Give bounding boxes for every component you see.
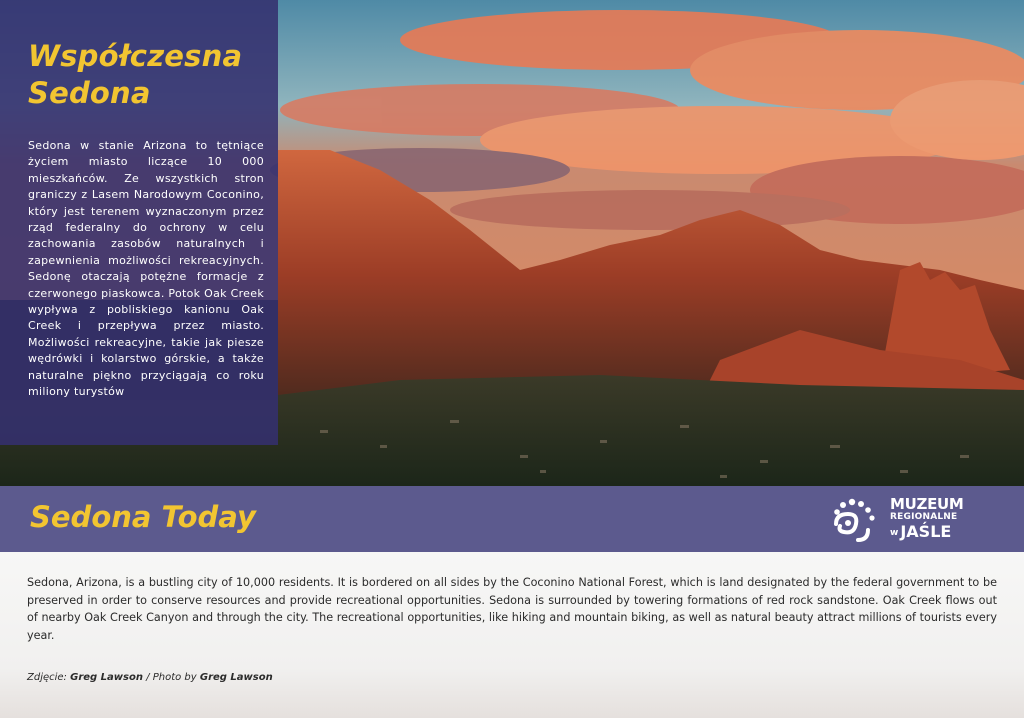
credit-prefix: Zdjęcie: xyxy=(27,672,71,683)
photo-credit xyxy=(27,672,273,683)
english-title: Sedona Today xyxy=(30,500,256,534)
polish-text-panel xyxy=(0,0,278,445)
polish-title: Współczesna Sedona xyxy=(28,39,243,110)
credit-name-en: Greg Lawson xyxy=(199,672,273,683)
logo-line-1: MUZEUM xyxy=(890,495,964,513)
museum-logo-text xyxy=(890,496,964,542)
logo-line-2: REGIONALNE xyxy=(890,512,958,522)
english-text-section xyxy=(0,552,1024,718)
museum-logo xyxy=(828,494,988,544)
credit-separator: / Photo by xyxy=(142,672,200,683)
english-body-text: Sedona, Arizona, is a bustling city of 10,000 residents. It is bordered on all sides by the Coconino National Forest, which is land designated by the federal government to be preserved in order to conserve resources and provide recreational opportunities. Sedona is surrounded by towering formations of red rock sandstone. Oak Creek flows out of nearby Oak Creek Canyon and through the city. The recreational opportunities, like hiking and mountain biking, as well as natural beauty attract millions of tourists every year. xyxy=(27,576,997,642)
polish-body-text: Sedona w stanie Arizona to tętniące życiem miasto liczące 10 000 mieszkańców. Ze wszystkich stron graniczy z Lasem Narodowym Coconino, który jest terenem wyznaczonym przez rząd federalny do ochrony w celu zachowania zasobów naturalnych i zapewnienia możliwości rekreacyjnych. Sedonę otaczają potężne formacje z czerwonego piaskowca. Potok Oak Creek wypływa z pobliskiego kanionu Oak Creek i przepływa przez miasto. Możliwości rekreacyjne, takie jak piesze wędrówki i kolarstwo górskie, a także naturalne piękno przyciągają co roku miliony turystów xyxy=(28,139,264,399)
english-title-band xyxy=(0,486,1024,552)
logo-line-3 xyxy=(890,523,964,542)
museum-logo-icon xyxy=(828,496,884,544)
logo-line-3-main: JAŚLE xyxy=(900,522,952,541)
credit-name-pl: Greg Lawson xyxy=(70,672,143,683)
logo-line-3-small: w xyxy=(890,528,899,538)
